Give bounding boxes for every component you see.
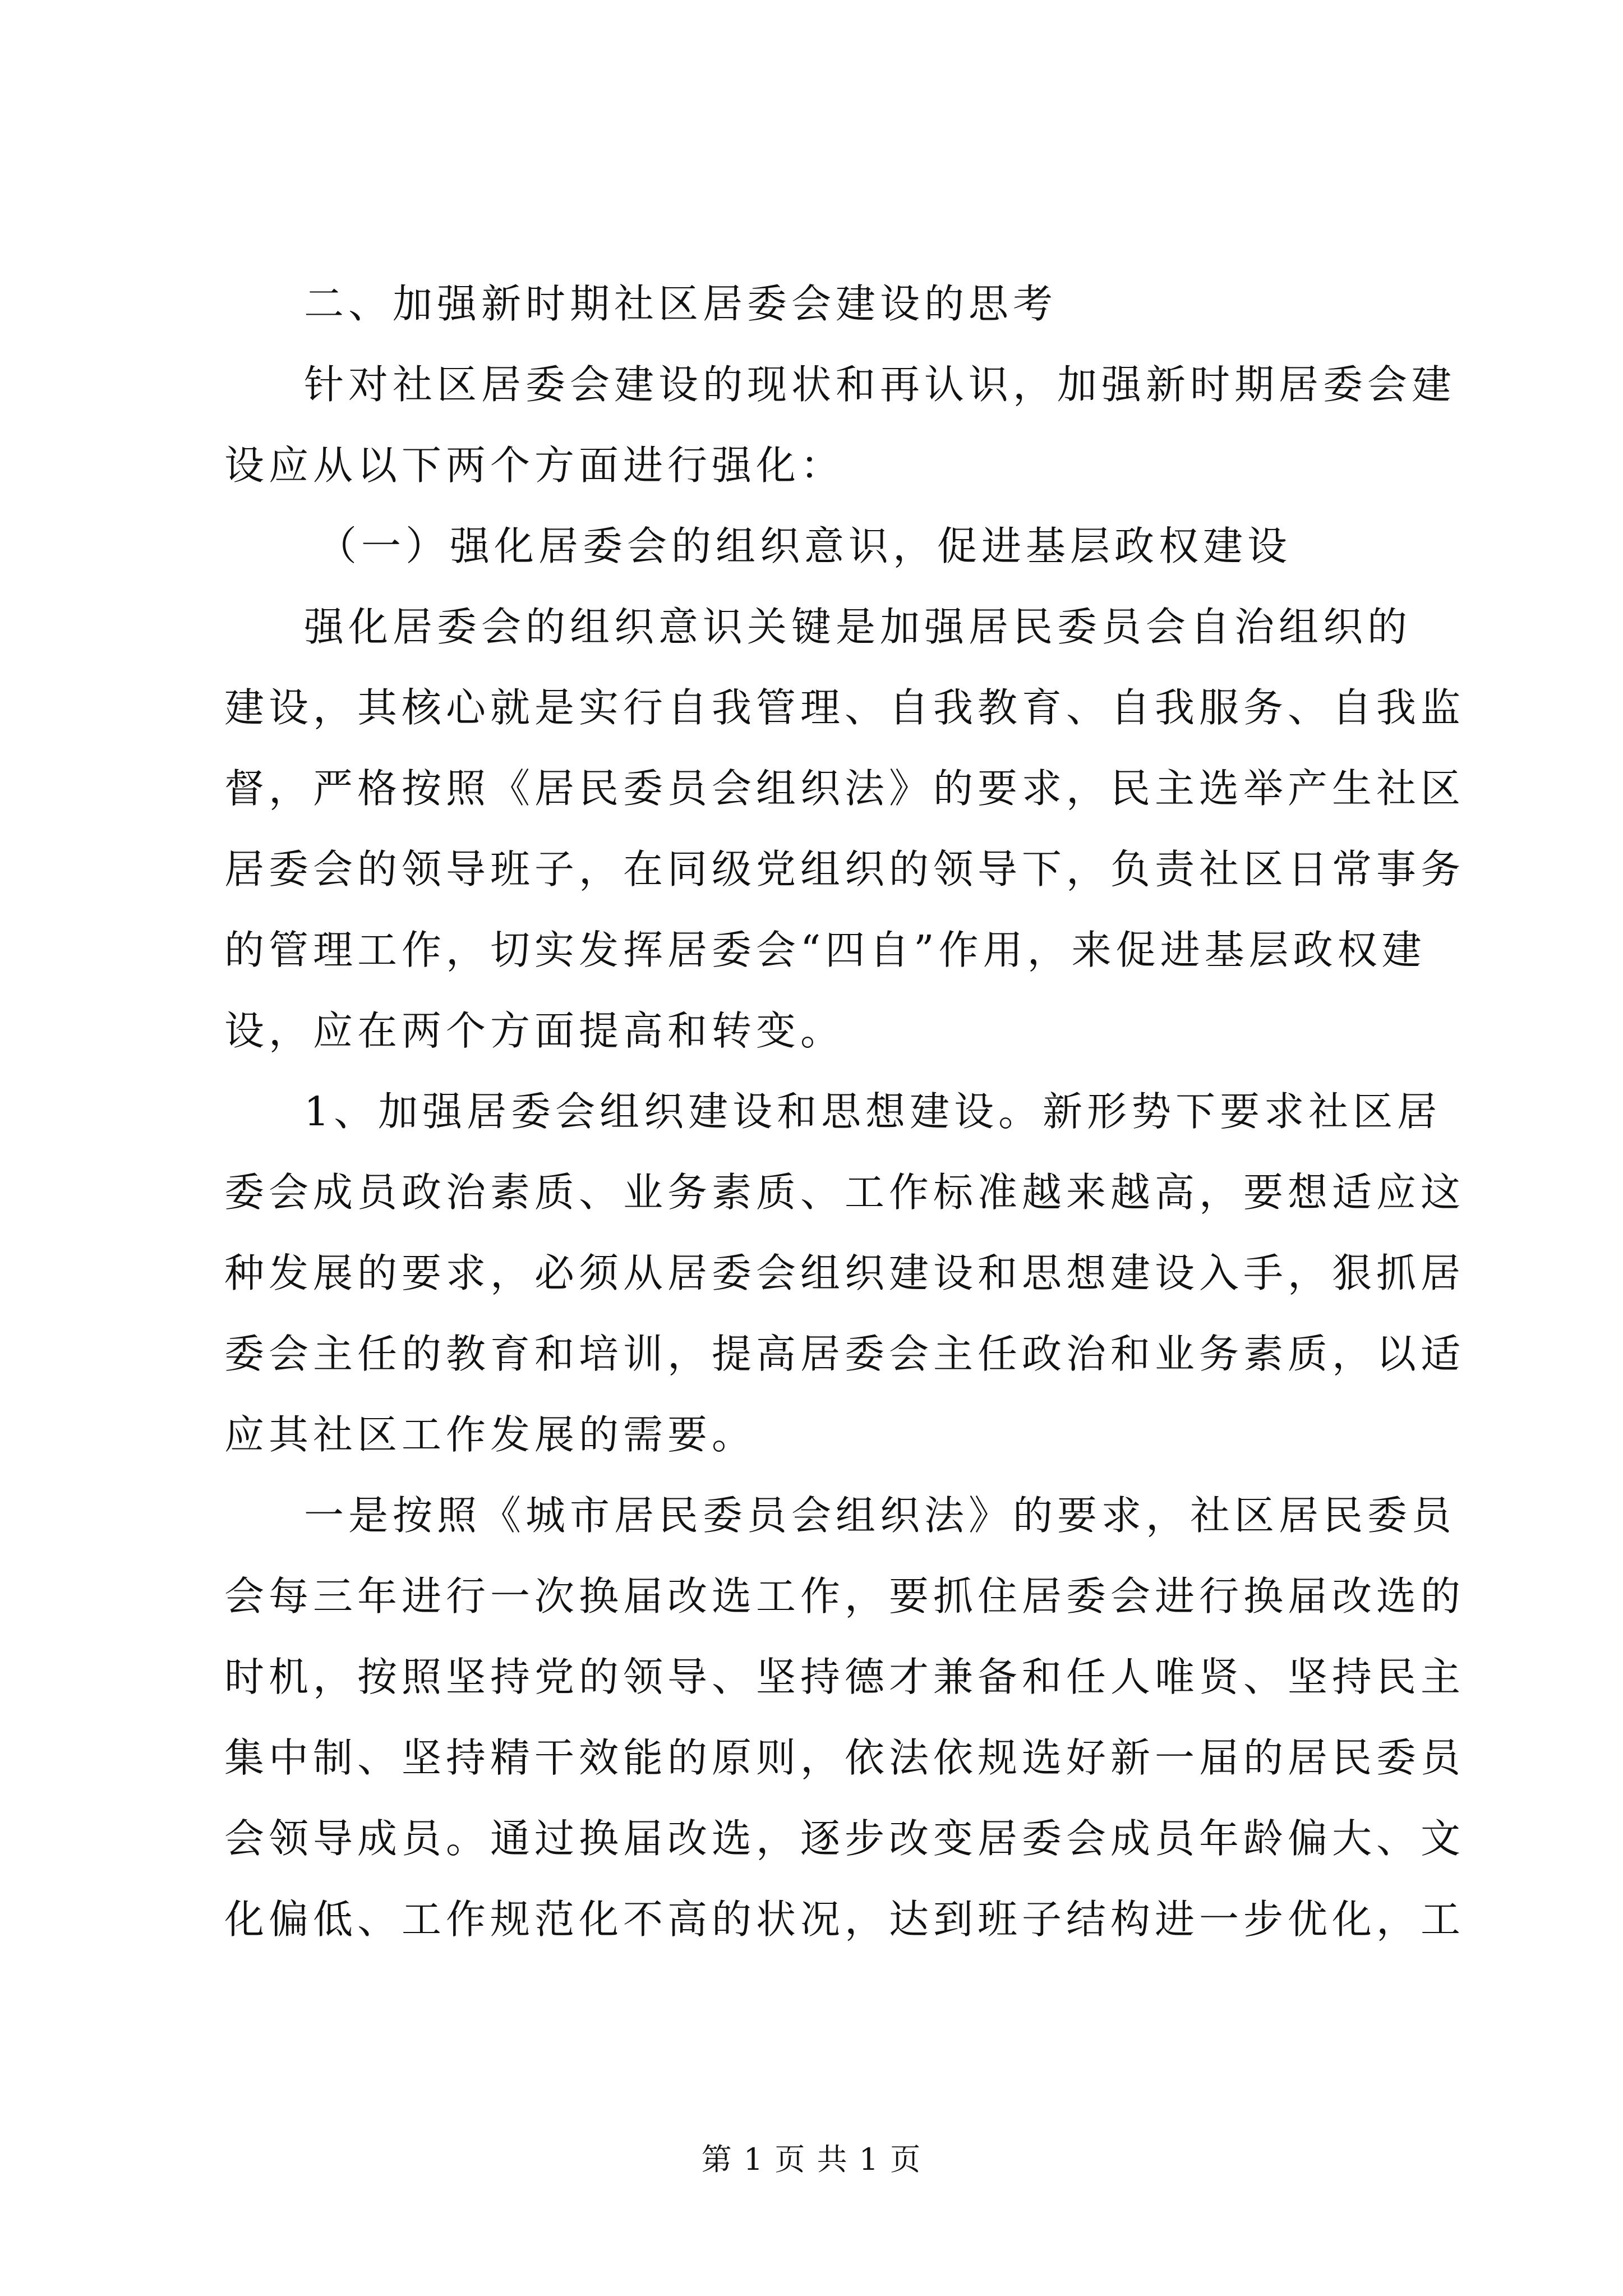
- paragraph-line: 化偏低、工作规范化不高的状况，达到班子结构进一步优化，工: [224, 1896, 1465, 1943]
- paragraph-line: 应其社区工作发展的需要。: [224, 1411, 757, 1458]
- paragraph-line: 居委会的领导班子，在同级党组织的领导下，负责社区日常事务: [224, 846, 1465, 892]
- intro-line: 设应从以下两个方面进行强化：: [224, 442, 845, 489]
- paragraph-line: 会每三年进行一次换届改选工作，要抓住居委会进行换届改选的: [224, 1573, 1465, 1619]
- paragraph-line: 强化居委会的组织意识关键是加强居民委员会自治组织的: [304, 604, 1412, 650]
- section-heading: 二、加强新时期社区居委会建设的思考: [304, 280, 1058, 327]
- paragraph-line: 集中制、坚持精干效能的原则，依法依规选好新一届的居民委员: [224, 1734, 1465, 1781]
- paragraph-line: 会领导成员。通过换届改选，逐步改变居委会成员年龄偏大、文: [224, 1815, 1465, 1862]
- paragraph-line: 督，严格按照《居民委员会组织法》的要求，民主选举产生社区: [224, 765, 1465, 812]
- paragraph-line: 委会主任的教育和培训，提高居委会主任政治和业务素质，以适: [224, 1331, 1465, 1377]
- paragraph-line: 种发展的要求，必须从居委会组织建设和思想建设入手，狠抓居: [224, 1250, 1465, 1296]
- paragraph-line: 1、加强居委会组织建设和思想建设。新形势下要求社区居: [304, 1088, 1442, 1135]
- intro-line: 针对社区居委会建设的现状和再认识，加强新时期居委会建: [304, 361, 1456, 408]
- paragraph-line: 委会成员政治素质、业务素质、工作标准越来越高，要想适应这: [224, 1169, 1465, 1216]
- paragraph-line: 建设，其核心就是实行自我管理、自我教育、自我服务、自我监: [224, 684, 1465, 731]
- document-body: [224, 264, 1465, 1960]
- page-footer: 第 1 页 共 1 页: [701, 2142, 922, 2177]
- paragraph-line: 的管理工作，切实发挥居委会“四自”作用，来促进基层政权建: [224, 927, 1426, 973]
- paragraph-line: 时机，按照坚持党的领导、坚持德才兼备和任人唯贤、坚持民主: [224, 1654, 1465, 1700]
- paragraph-line: 设，应在两个方面提高和转变。: [224, 1007, 845, 1054]
- paragraph-line: 一是按照《城市居民委员会组织法》的要求，社区居民委员: [304, 1492, 1456, 1539]
- subsection-heading: （一）强化居委会的组织意识，促进基层政权建设: [317, 523, 1292, 569]
